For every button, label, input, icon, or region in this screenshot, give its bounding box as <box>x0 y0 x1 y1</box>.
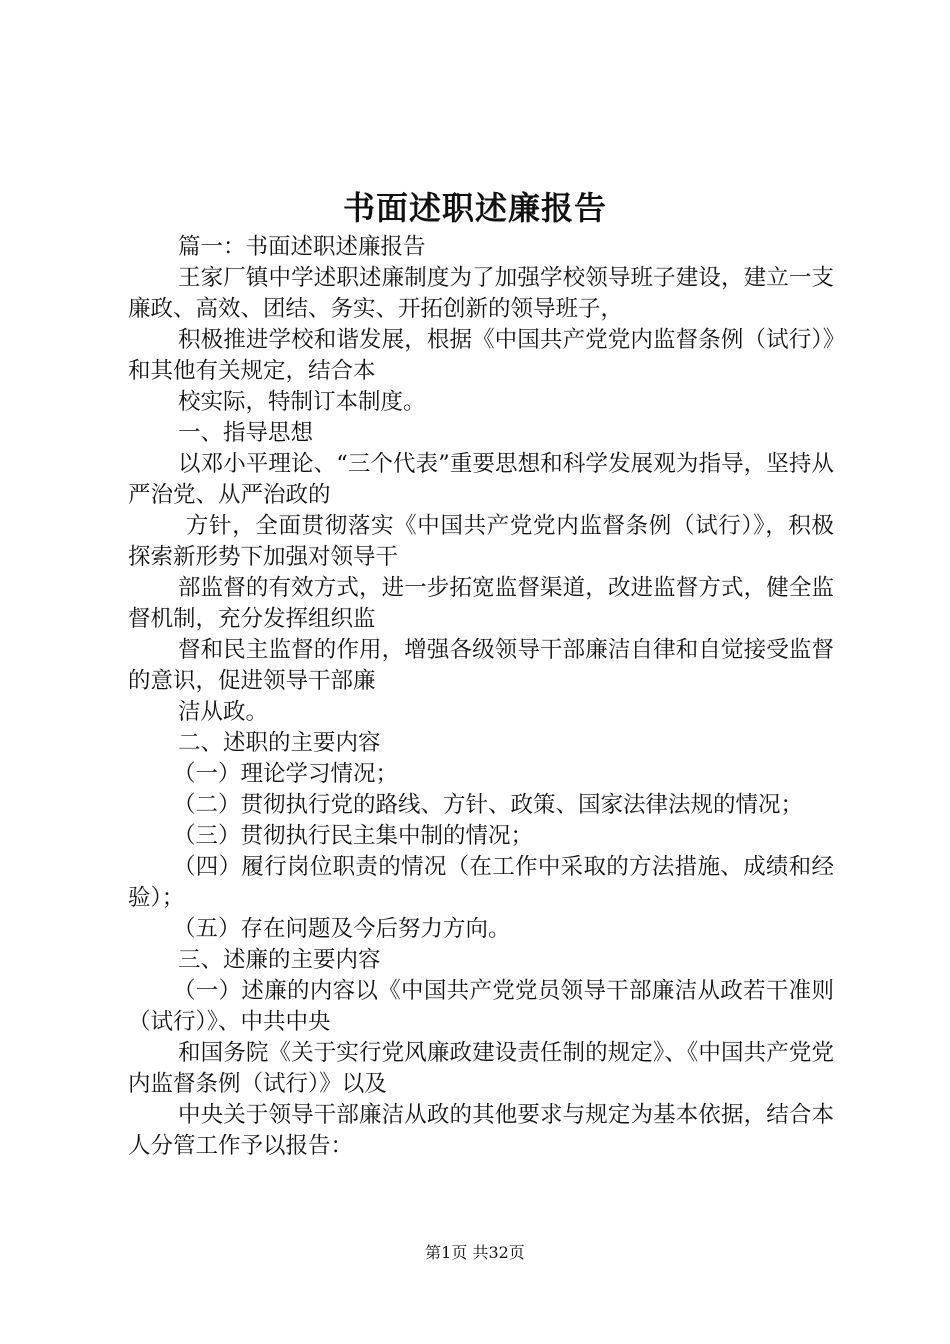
paragraph: 篇一：书面述职述廉报告 <box>178 234 426 260</box>
paragraph: 积极推进学校和谐发展，根据《中国共产党党内监督条例（试行）》和其他有关规定，结合本 <box>128 327 834 384</box>
paragraph: 洁从政。 <box>178 699 269 725</box>
paragraph: 督和民主监督的作用，增强各级领导干部廉洁自律和自觉接受监督的意识，促进领导干部廉 <box>128 637 834 694</box>
document-body <box>128 232 834 1162</box>
paragraph: 以邓小平理论、“三个代表”重要思想和科学发展观为指导，坚持从严治党、从严治政的 <box>128 451 834 508</box>
paragraph: （四）履行岗位职责的情况（在工作中采取的方法措施、成绩和经验）； <box>128 854 834 911</box>
paragraph: 三、述廉的主要内容 <box>178 947 381 973</box>
paragraph: 和国务院《关于实行党风廉政建设责任制的规定》、《中国共产党党内监督条例（试行）》以及 <box>128 1040 834 1097</box>
paragraph: （二）贯彻执行党的路线、方针、政策、国家法律法规的情况； <box>173 792 804 818</box>
page-number-footer: 第1页 共32页 <box>425 1243 525 1262</box>
paragraph: 王家厂镇中学述职述廉制度为了加强学校领导班子建设，建立一支廉政、高效、团结、务实、开拓创新的领导班子， <box>128 265 834 322</box>
paragraph: 二、述职的主要内容 <box>178 730 381 756</box>
document-title: 书面述职述廉报告 <box>342 189 607 227</box>
paragraph: 中央关于领导干部廉洁从政的其他要求与规定为基本依据，结合本人分管工作予以报告： <box>128 1102 834 1159</box>
paragraph: （一）理论学习情况； <box>173 761 399 787</box>
paragraph: 校实际，特制订本制度。 <box>178 389 426 415</box>
paragraph: （一）述廉的内容以《中国共产党党员领导干部廉洁从政若干准则（试行）》、中共中央 <box>128 978 834 1035</box>
paragraph: （五）存在问题及今后努力方向。 <box>173 916 511 942</box>
paragraph: 方针，全面贯彻落实《中国共产党党内监督条例（试行）》，积极探索新形势下加强对领导干 <box>128 513 834 570</box>
paragraph: 部监督的有效方式，进一步拓宽监督渠道，改进监督方式，健全监督机制，充分发挥组织监 <box>128 575 834 632</box>
paragraph: 一、指导思想 <box>178 420 314 446</box>
paragraph: （三）贯彻执行民主集中制的情况； <box>173 823 534 849</box>
